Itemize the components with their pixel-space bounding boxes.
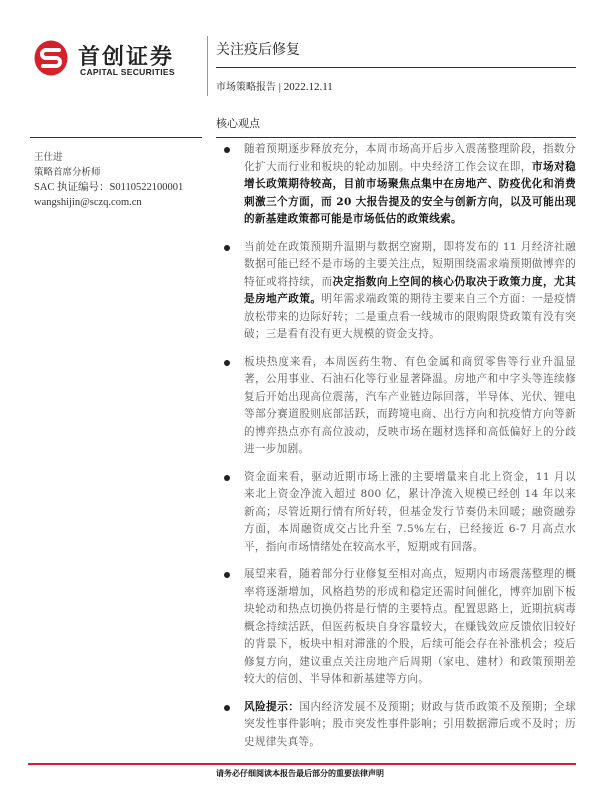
logo-s-icon: [34, 40, 68, 76]
bullet-text: 随着预期逐步释放充分，本周市场高开后步入震荡整理阶段，指数分化扩大而行业和板块的轮动加剧。中央经济工作会议在即，: [244, 143, 576, 173]
bullet-text-bold: 决定指数向上空间的核心仍取决于政策力度，尤其是房地产政策。: [244, 275, 576, 305]
logo-text-cn: 首创证券: [78, 45, 175, 70]
report-title: 关注疫后修复: [216, 42, 300, 58]
author-block: [34, 150, 206, 210]
bullet-icon: [224, 572, 230, 578]
bullet-icon: [224, 147, 230, 153]
bullet-icon: [224, 360, 230, 366]
section-title: 核心观点: [216, 117, 260, 130]
bullet-text: 国内经济发展不及预期；财政与货币政策不及预期；全球突发性事件影响；股市突发性事件影响；引用数据滞后或不及时；历史规律失真等。: [244, 700, 577, 748]
bullet-icon: [224, 475, 230, 481]
bullet-item: [224, 699, 576, 752]
bullet-item: [224, 566, 576, 689]
report-type: 市场策略报告: [216, 82, 276, 93]
bullet-icon: [224, 705, 230, 711]
author-name: 王仕进: [34, 152, 63, 163]
footer-rule: [28, 763, 576, 765]
bullet-text-bold: 风险提示：: [244, 700, 300, 713]
bullet-text: 明年需求端政策的期待主要来自三个方面：一是疫情放松带来的边际好转；二是重点看一线城市的限购限贷政策有没有突破；三是看有没有更大规模的资金支持。: [244, 293, 576, 340]
logo-text-en: CAPITAL SECURITIES: [80, 67, 175, 77]
section-rule: [216, 137, 576, 138]
bullet-text: 资金面来看，驱动近期市场上涨的主要增量来自北上资金，11 月以来北上资金净流入超过 800 亿，累计净流入规模已经创 14 年以来新高；尽管近期行情有所好转，但基金发行节奏仍未回暖；融资融券方面，本周融资成交占比升至 7.5%左右，已经接近 6-7 月高点水平，指向市场情绪处在较高水平，短期或有回落。: [244, 470, 576, 553]
bullet-item: [224, 354, 576, 459]
separator: |: [276, 81, 284, 93]
title-rule: [216, 67, 576, 68]
bullet-item: [224, 469, 576, 557]
bullet-text-bold: 市场对稳增长政策期待较高，目前市场聚焦点集中在房地产、防疫优化和消费刺激三个方面，而 20 大报告提及的安全与创新方向，以及可能出现的新基建政策都可能是市场低估的政策线索。: [244, 160, 576, 225]
author-email[interactable]: wangshijin@sczq.com.cn: [34, 197, 142, 208]
bullet-item: [224, 141, 576, 229]
bullet-icon: [224, 245, 230, 251]
company-logo: [34, 40, 199, 80]
footer-disclaimer: 请务必仔细阅读本报告最后部分的重要法律声明: [216, 768, 384, 778]
report-subtitle: [216, 78, 333, 93]
report-date: 2022.12.11: [283, 81, 333, 93]
bullet-text: 板块热度来看，本周医药生物、有色金属和商贸零售等行业升温显著，公用事业、石油石化等行业显著降温。房地产和中字头等连续修复后开始出现高位震荡，汽车产业链边际回落，半导体、光伏、锂电等部分赛道股则底部活跃，而跨境电商、出行方向和抗疫情方向等新的博弈热点亦有高位波动，反映市场在题材选择和高低偏好上的分歧进一步加剧。: [244, 355, 576, 455]
bullet-text: 展望来看，随着部分行业修复至相对高点，短期内市场震荡整理的概率将逐渐增加，风格趋势的形成和稳定还需时间催化，博弈加剧下板块轮动和热点切换仍将是行情的主要特点。配置思路上，近期抗病毒概念持续活跃，但医药板块自身容量较大，在赚钱效应反馈依旧较好的背景下，板块中相对滞涨的个股，后续可能会存在补涨机会；疫后修复方向，建议重点关注房地产后周期（家电、建材）和政策预期差较大的信创、半导体和新基建等方向。: [244, 568, 576, 685]
author-sac: SAC 执证编号：S0110522100001: [34, 182, 184, 193]
author-role: 策略首席分析师: [34, 167, 101, 178]
bullet-item: [224, 239, 576, 344]
bullet-text: 当前处在政策预期升温期与数据空窗期，即将发布的 11 月经济社融数据可能已经不是市场的主要关注点，短期围绕需求端预期做博弈的特征或将持续，而: [244, 240, 576, 288]
header-divider: [207, 36, 208, 96]
author-rule: [30, 137, 202, 138]
key-points-list: [224, 141, 576, 761]
